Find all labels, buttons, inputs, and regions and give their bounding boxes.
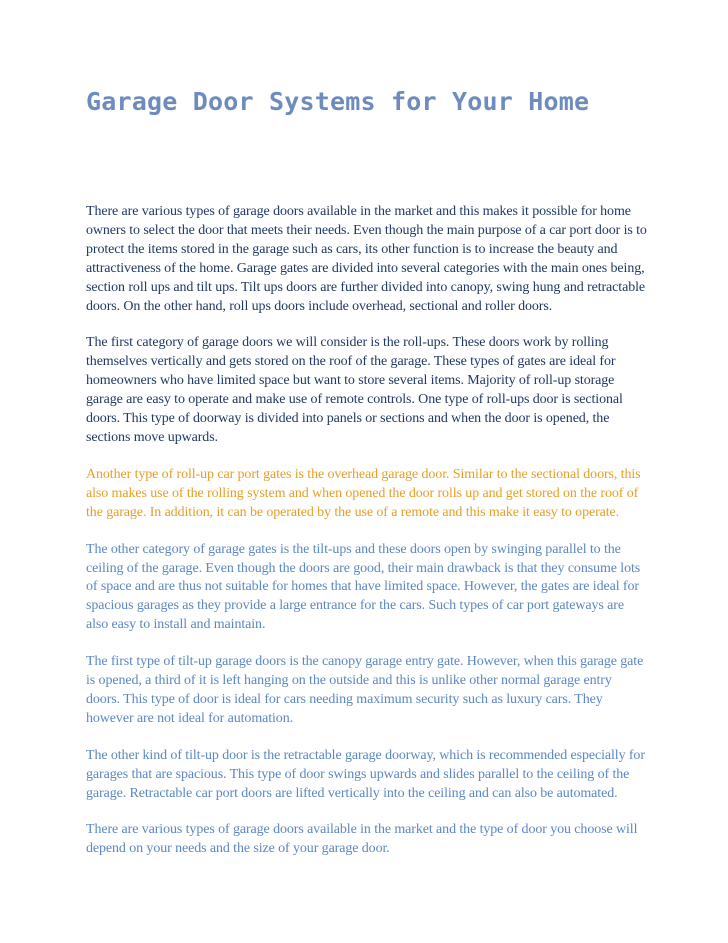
paragraph-overhead: Another type of roll-up car port gates is the overhead garage door. Similar to the sectional doors, this also makes use of the rolling system and when opened the door rolls up and get stored on the roof of the garage. In addition, it can be operated by the use of a remote and this make it easy to operate. <box>86 466 641 520</box>
paragraph-canopy: The first type of tilt-up garage doors is the canopy garage entry gate. However, when this garage gate is opened, a third of it is left hanging on the outside and this is unlike other normal garage entry doors. This type of door is ideal for cars needing maximum security such as luxury cars. They however are not ideal for automation. <box>86 654 644 726</box>
paragraph-intro: There are various types of garage doors available in the market and this makes it possible for home owners to select the door that meets their needs. Even though the main purpose of a car port door is to protect the items stored in the garage such as cars, its other function is to increase the beauty and attractiveness of the home. Garage gates are divided into several categories with the main ones being, section roll ups and tilt ups. Tilt ups doors are further divided into canopy, swing hung and retractable doors. On the other hand, roll ups doors include overhead, sectional and roller doors. <box>86 204 647 314</box>
paragraph-roll-ups: The first category of garage doors we will consider is the roll-ups. These doors work by rolling themselves vertically and gets stored on the roof of the garage. These types of gates are ideal for homeowners who have limited space but want to store several items. Majority of roll-up storage garage are easy to operate and make use of remote controls. One type of roll-ups door is sectional doors. This type of doorway is divided into panels or sections and when the door is opened, the sections move upwards. <box>86 335 623 445</box>
paragraph-conclusion: There are various types of garage doors available in the market and the type of door you choose will depend on your needs and the size of your garage door. <box>86 822 638 857</box>
paragraph-retractable: The other kind of tilt-up door is the retractable garage doorway, which is recommended especially for garages that are spacious. This type of door swings upwards and slides parallel to the ceiling of the garage. Retractable car port doors are lifted vertically into the ceiling and can also be automated. <box>86 747 645 801</box>
document-title: Garage Door Systems for Your Home <box>86 87 590 116</box>
paragraph-tilt-ups: The other category of garage gates is the tilt-ups and these doors open by swinging parallel to the ceiling of the garage. Even though the doors are good, their main drawback is that they consume lots of space and are thus not suitable for homes that have limited space. However, the gates are ideal for spacious garages as they provide a large entrance for the cars. Such types of car port gateways are also easy to install and maintain. <box>86 541 641 633</box>
document-body <box>86 203 648 877</box>
